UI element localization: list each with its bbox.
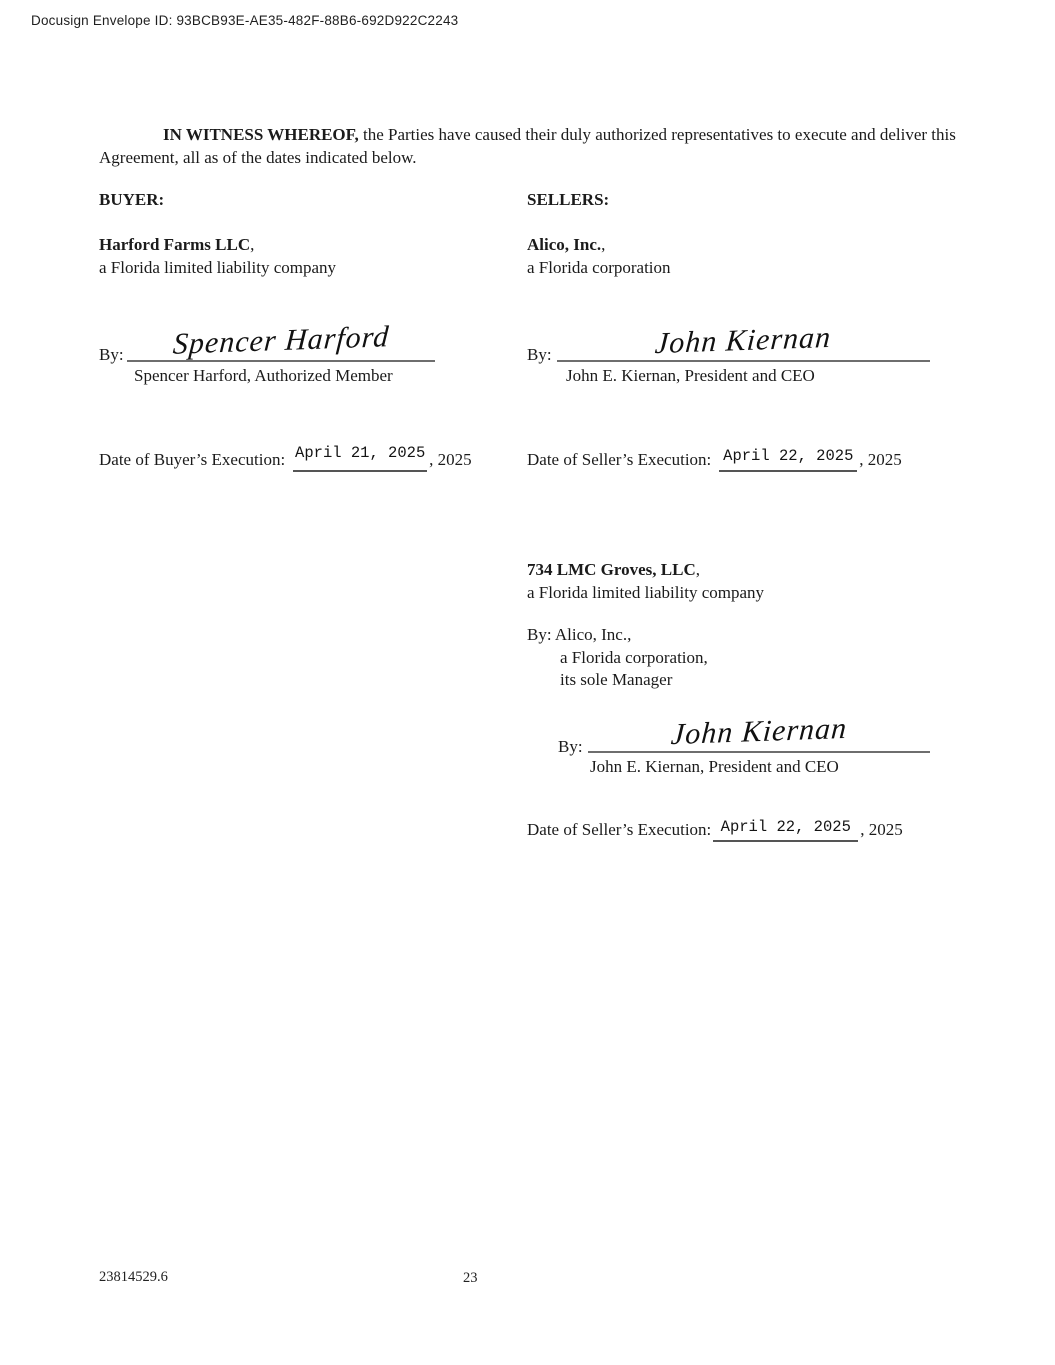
seller2-company-type: a Florida limited liability company [527, 582, 765, 602]
buyer-signature: Spencer Harford [171, 320, 391, 361]
seller1-company-type: a Florida corporation [527, 257, 671, 277]
sellers-heading: SELLERS: [527, 190, 610, 209]
seller2-signature: John Kiernan [669, 711, 849, 752]
seller2-manager-block [527, 624, 708, 692]
seller1-date-field [719, 447, 857, 472]
witness-paragraph-lead: IN WITNESS WHEREOF, [163, 125, 359, 144]
buyer-heading: BUYER: [99, 190, 165, 209]
seller2-date-field [713, 818, 858, 842]
buyer-date-field [293, 444, 427, 472]
seller2-manager-by-line: By: Alico, Inc., [527, 625, 632, 644]
seller1-company-block [527, 234, 671, 279]
seller1-company-name: Alico, Inc. [527, 235, 602, 254]
buyer-by-label: By: [99, 345, 124, 364]
seller1-signer-line: John E. Kiernan, President and CEO [566, 366, 815, 385]
buyer-signer-line: Spencer Harford, Authorized Member [134, 366, 393, 385]
docusign-envelope-id: Docusign Envelope ID: 93BCB93E-AE35-482F-88B6-692D922C2243 [31, 13, 459, 28]
seller1-signature-line [557, 320, 930, 362]
seller2-date-label: Date of Seller’s Execution: [527, 820, 712, 839]
seller1-date-row [527, 447, 902, 472]
buyer-date-row [99, 444, 472, 472]
buyer-company-comma: , [250, 235, 255, 254]
seller1-company-name-line [527, 234, 671, 257]
seller2-signature-line [588, 711, 930, 753]
buyer-signature-line [127, 320, 435, 362]
seller2-manager-type: a Florida corporation, [560, 647, 708, 667]
buyer-company-block [99, 234, 336, 279]
seller2-by-label: By: [558, 737, 583, 756]
buyer-company-name-line [99, 234, 336, 257]
seller1-by-label: By: [527, 345, 552, 364]
seller2-date-row [527, 820, 903, 842]
seller2-date-typed: April 22, 2025 [720, 818, 851, 836]
footer-page-number: 23 [463, 1270, 478, 1286]
witness-paragraph [99, 124, 957, 169]
buyer-company-type: a Florida limited liability company [99, 257, 337, 277]
seller2-company-block [527, 559, 764, 604]
buyer-date-suffix: , 2025 [429, 450, 472, 469]
buyer-company-name: Harford Farms LLC [99, 235, 251, 254]
seller2-company-name-line [527, 559, 764, 582]
seller2-manager-role: its sole Manager [560, 670, 673, 689]
footer-document-number: 23814529.6 [99, 1269, 168, 1285]
seller2-company-name: 734 LMC Groves, LLC [527, 560, 696, 579]
seller1-date-label: Date of Seller’s Execution: [527, 450, 712, 469]
seller2-company-comma: , [695, 560, 700, 579]
buyer-date-label: Date of Buyer’s Execution: [99, 450, 286, 469]
seller1-date-typed: April 22, 2025 [723, 447, 854, 465]
seller2-date-suffix: , 2025 [860, 820, 903, 839]
seller1-signature: John Kiernan [654, 320, 833, 361]
buyer-date-typed: April 21, 2025 [295, 444, 426, 462]
seller2-signer-line: John E. Kiernan, President and CEO [590, 757, 839, 776]
witness-paragraph-body: the Parties have caused their duly authorized representatives to execute and deliver this Agreement, all as of the dates indicated below. [99, 125, 956, 167]
seller1-company-comma: , [601, 235, 606, 254]
seller1-date-suffix: , 2025 [859, 450, 902, 469]
